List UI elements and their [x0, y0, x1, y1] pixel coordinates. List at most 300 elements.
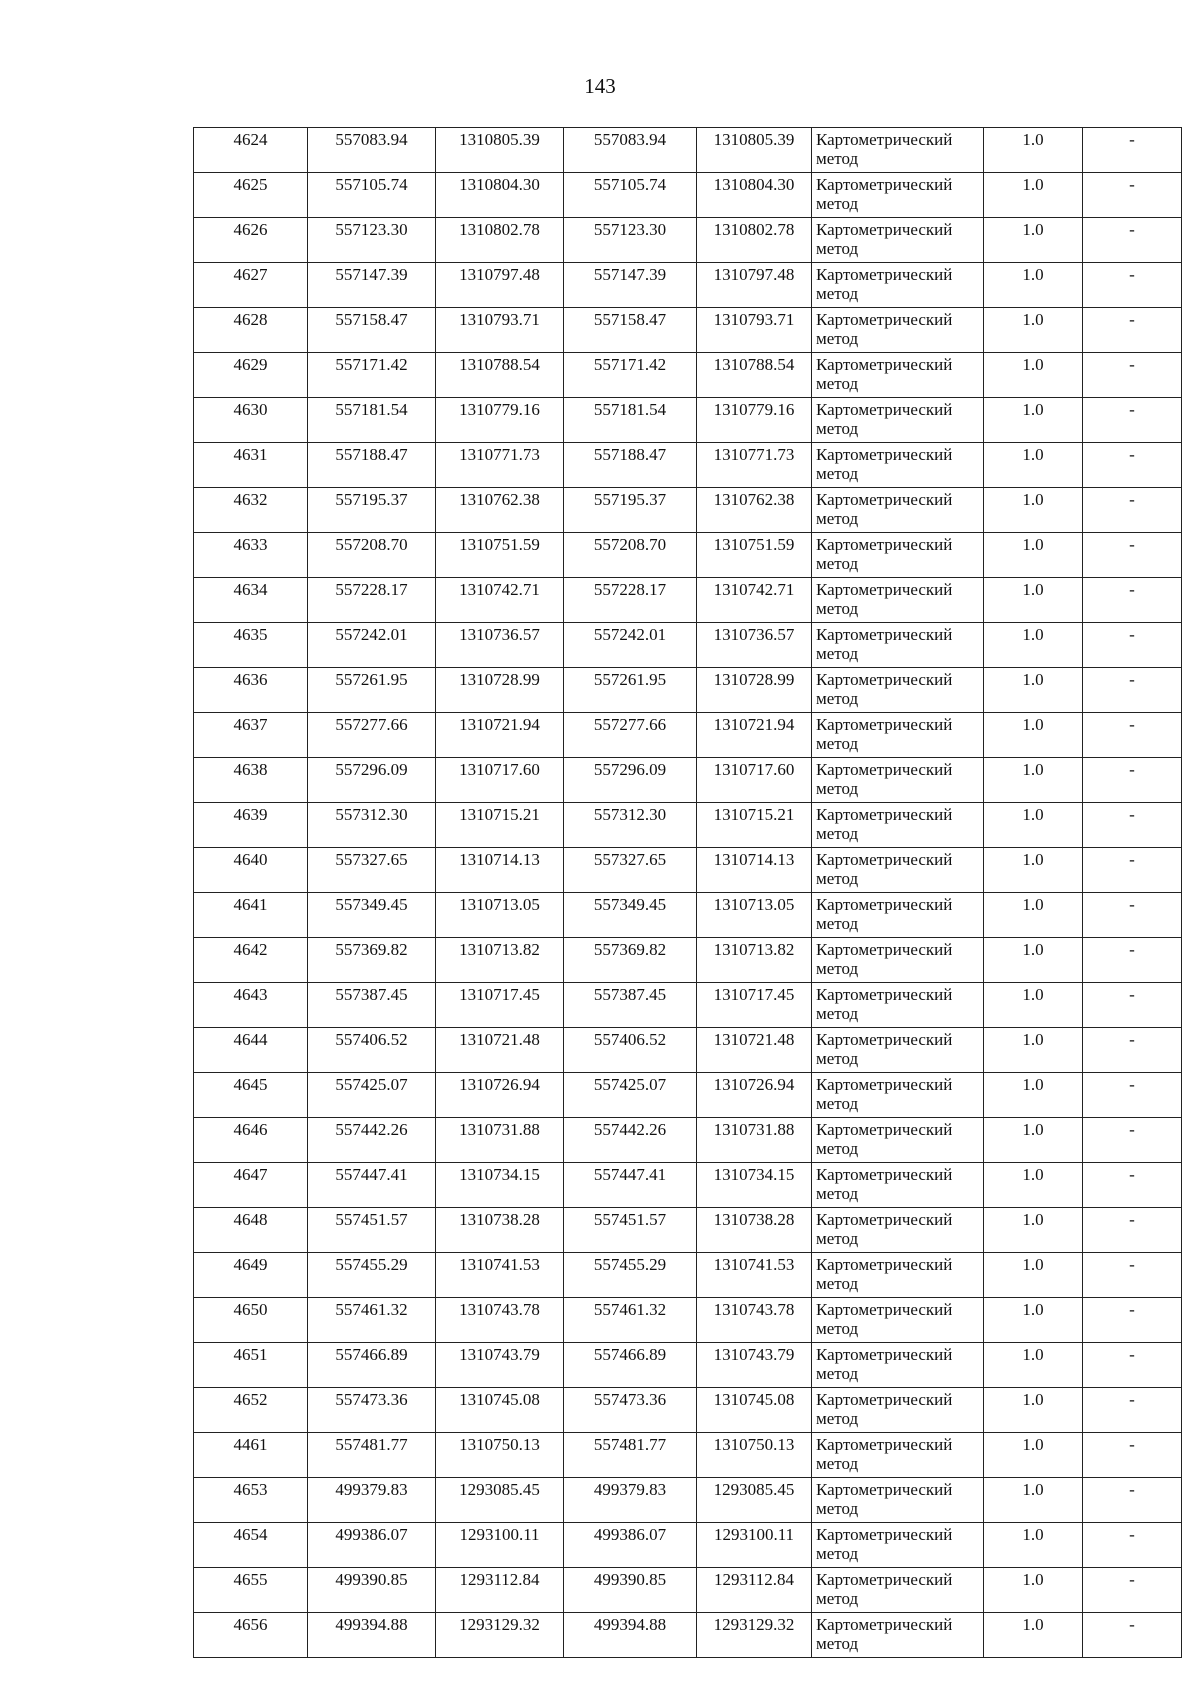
method-line-1: Картометрический — [816, 940, 953, 959]
point-number-cell: 4649 — [194, 1253, 308, 1298]
table-row — [194, 1028, 1182, 1073]
y-coordinate-cell: 1310728.99 — [697, 668, 812, 713]
method-cell — [812, 1523, 984, 1568]
note-cell: - — [1083, 263, 1182, 308]
method-line-2: метод — [816, 689, 859, 708]
method-line-2: метод — [816, 239, 859, 258]
x-coordinate-cell: 499394.88 — [564, 1613, 697, 1658]
y-coordinate-cell: 1293100.11 — [697, 1523, 812, 1568]
method-line-2: метод — [816, 149, 859, 168]
precision-cell: 1.0 — [984, 263, 1083, 308]
x-coordinate-cell: 557208.70 — [308, 533, 436, 578]
precision-cell: 1.0 — [984, 1163, 1083, 1208]
method-cell — [812, 758, 984, 803]
x-coordinate-cell: 557466.89 — [308, 1343, 436, 1388]
method-line-1: Картометрический — [816, 805, 953, 824]
method-line-1: Картометрический — [816, 1480, 953, 1499]
method-line-1: Картометрический — [816, 265, 953, 284]
method-cell — [812, 353, 984, 398]
method-cell — [812, 1253, 984, 1298]
y-coordinate-cell: 1310788.54 — [697, 353, 812, 398]
precision-cell: 1.0 — [984, 1118, 1083, 1163]
y-coordinate-cell: 1310771.73 — [697, 443, 812, 488]
method-line-1: Картометрический — [816, 715, 953, 734]
method-line-1: Картометрический — [816, 895, 953, 914]
method-cell — [812, 488, 984, 533]
method-cell — [812, 713, 984, 758]
table-row — [194, 1613, 1182, 1658]
x-coordinate-cell: 557455.29 — [308, 1253, 436, 1298]
method-line-2: метод — [816, 284, 859, 303]
x-coordinate-cell: 557277.66 — [308, 713, 436, 758]
precision-cell: 1.0 — [984, 533, 1083, 578]
table-row — [194, 1568, 1182, 1613]
table-row — [194, 173, 1182, 218]
point-number-cell: 4634 — [194, 578, 308, 623]
x-coordinate-cell: 557105.74 — [308, 173, 436, 218]
y-coordinate-cell: 1310738.28 — [436, 1208, 564, 1253]
precision-cell: 1.0 — [984, 218, 1083, 263]
note-cell: - — [1083, 353, 1182, 398]
x-coordinate-cell: 557455.29 — [564, 1253, 697, 1298]
y-coordinate-cell: 1310788.54 — [436, 353, 564, 398]
x-coordinate-cell: 499386.07 — [564, 1523, 697, 1568]
point-number-cell: 4653 — [194, 1478, 308, 1523]
y-coordinate-cell: 1293129.32 — [697, 1613, 812, 1658]
point-number-cell: 4629 — [194, 353, 308, 398]
point-number-cell: 4642 — [194, 938, 308, 983]
note-cell: - — [1083, 398, 1182, 443]
x-coordinate-cell: 557188.47 — [564, 443, 697, 488]
precision-cell: 1.0 — [984, 1028, 1083, 1073]
y-coordinate-cell: 1310745.08 — [697, 1388, 812, 1433]
table-row — [194, 1118, 1182, 1163]
x-coordinate-cell: 557105.74 — [564, 173, 697, 218]
x-coordinate-cell: 557442.26 — [564, 1118, 697, 1163]
y-coordinate-cell: 1310734.15 — [697, 1163, 812, 1208]
y-coordinate-cell: 1310717.45 — [436, 983, 564, 1028]
method-line-2: метод — [816, 824, 859, 843]
y-coordinate-cell: 1310736.57 — [697, 623, 812, 668]
x-coordinate-cell: 557123.30 — [308, 218, 436, 263]
method-line-1: Картометрический — [816, 760, 953, 779]
method-line-1: Картометрический — [816, 1120, 953, 1139]
y-coordinate-cell: 1310802.78 — [697, 218, 812, 263]
method-line-1: Картометрический — [816, 1525, 953, 1544]
note-cell: - — [1083, 443, 1182, 488]
method-line-2: метод — [816, 1274, 859, 1293]
note-cell: - — [1083, 173, 1182, 218]
method-cell — [812, 848, 984, 893]
precision-cell: 1.0 — [984, 1253, 1083, 1298]
point-number-cell: 4644 — [194, 1028, 308, 1073]
precision-cell: 1.0 — [984, 1073, 1083, 1118]
note-cell: - — [1083, 1343, 1182, 1388]
x-coordinate-cell: 557451.57 — [564, 1208, 697, 1253]
method-line-1: Картометрический — [816, 175, 953, 194]
method-line-1: Картометрический — [816, 1075, 953, 1094]
method-line-2: метод — [816, 554, 859, 573]
x-coordinate-cell: 499394.88 — [308, 1613, 436, 1658]
note-cell: - — [1083, 938, 1182, 983]
x-coordinate-cell: 557171.42 — [564, 353, 697, 398]
x-coordinate-cell: 557473.36 — [308, 1388, 436, 1433]
method-line-1: Картометрический — [816, 130, 953, 149]
x-coordinate-cell: 557242.01 — [308, 623, 436, 668]
table-row — [194, 1073, 1182, 1118]
point-number-cell: 4630 — [194, 398, 308, 443]
x-coordinate-cell: 557387.45 — [308, 983, 436, 1028]
method-cell — [812, 1568, 984, 1613]
x-coordinate-cell: 557195.37 — [564, 488, 697, 533]
precision-cell: 1.0 — [984, 353, 1083, 398]
precision-cell: 1.0 — [984, 1208, 1083, 1253]
y-coordinate-cell: 1310713.82 — [697, 938, 812, 983]
table-row — [194, 983, 1182, 1028]
x-coordinate-cell: 557188.47 — [308, 443, 436, 488]
method-cell — [812, 668, 984, 713]
method-line-2: метод — [816, 599, 859, 618]
method-line-2: метод — [816, 869, 859, 888]
note-cell: - — [1083, 848, 1182, 893]
method-line-1: Картометрический — [816, 985, 953, 1004]
y-coordinate-cell: 1310734.15 — [436, 1163, 564, 1208]
method-cell — [812, 1073, 984, 1118]
method-line-1: Картометрический — [816, 1210, 953, 1229]
point-number-cell: 4624 — [194, 128, 308, 173]
method-line-1: Картометрический — [816, 1030, 953, 1049]
method-line-2: метод — [816, 1409, 859, 1428]
method-line-2: метод — [816, 1544, 859, 1563]
y-coordinate-cell: 1310751.59 — [697, 533, 812, 578]
note-cell: - — [1083, 668, 1182, 713]
precision-cell: 1.0 — [984, 1343, 1083, 1388]
y-coordinate-cell: 1310750.13 — [697, 1433, 812, 1478]
method-cell — [812, 893, 984, 938]
precision-cell: 1.0 — [984, 1388, 1083, 1433]
x-coordinate-cell: 557327.65 — [308, 848, 436, 893]
y-coordinate-cell: 1310797.48 — [436, 263, 564, 308]
precision-cell: 1.0 — [984, 623, 1083, 668]
table-row — [194, 1163, 1182, 1208]
table-row — [194, 668, 1182, 713]
x-coordinate-cell: 557261.95 — [308, 668, 436, 713]
y-coordinate-cell: 1310717.60 — [436, 758, 564, 803]
point-number-cell: 4639 — [194, 803, 308, 848]
precision-cell: 1.0 — [984, 668, 1083, 713]
method-cell — [812, 1208, 984, 1253]
method-line-2: метод — [816, 374, 859, 393]
x-coordinate-cell: 557425.07 — [564, 1073, 697, 1118]
x-coordinate-cell: 557208.70 — [564, 533, 697, 578]
method-line-1: Картометрический — [816, 220, 953, 239]
method-line-1: Картометрический — [816, 445, 953, 464]
note-cell: - — [1083, 1433, 1182, 1478]
method-cell — [812, 263, 984, 308]
x-coordinate-cell: 499379.83 — [308, 1478, 436, 1523]
y-coordinate-cell: 1310714.13 — [436, 848, 564, 893]
point-number-cell: 4627 — [194, 263, 308, 308]
x-coordinate-cell: 557466.89 — [564, 1343, 697, 1388]
point-number-cell: 4626 — [194, 218, 308, 263]
x-coordinate-cell: 557242.01 — [564, 623, 697, 668]
x-coordinate-cell: 557228.17 — [564, 578, 697, 623]
y-coordinate-cell: 1310721.94 — [436, 713, 564, 758]
x-coordinate-cell: 557461.32 — [564, 1298, 697, 1343]
precision-cell: 1.0 — [984, 1613, 1083, 1658]
x-coordinate-cell: 557406.52 — [564, 1028, 697, 1073]
precision-cell: 1.0 — [984, 713, 1083, 758]
y-coordinate-cell: 1310741.53 — [697, 1253, 812, 1298]
point-number-cell: 4635 — [194, 623, 308, 668]
x-coordinate-cell: 557312.30 — [564, 803, 697, 848]
method-line-2: метод — [816, 1589, 859, 1608]
y-coordinate-cell: 1310751.59 — [436, 533, 564, 578]
point-number-cell: 4646 — [194, 1118, 308, 1163]
table-row — [194, 848, 1182, 893]
note-cell: - — [1083, 1253, 1182, 1298]
method-cell — [812, 803, 984, 848]
x-coordinate-cell: 557171.42 — [308, 353, 436, 398]
table-row — [194, 1343, 1182, 1388]
method-line-1: Картометрический — [816, 310, 953, 329]
table-row — [194, 938, 1182, 983]
precision-cell: 1.0 — [984, 938, 1083, 983]
precision-cell: 1.0 — [984, 128, 1083, 173]
note-cell: - — [1083, 803, 1182, 848]
table-row — [194, 1388, 1182, 1433]
note-cell: - — [1083, 1028, 1182, 1073]
note-cell: - — [1083, 1073, 1182, 1118]
x-coordinate-cell: 557369.82 — [308, 938, 436, 983]
y-coordinate-cell: 1310793.71 — [436, 308, 564, 353]
method-line-2: метод — [816, 959, 859, 978]
y-coordinate-cell: 1310741.53 — [436, 1253, 564, 1298]
point-number-cell: 4632 — [194, 488, 308, 533]
note-cell: - — [1083, 758, 1182, 803]
method-line-1: Картометрический — [816, 1615, 953, 1634]
method-line-1: Картометрический — [816, 850, 953, 869]
point-number-cell: 4643 — [194, 983, 308, 1028]
method-line-2: метод — [816, 1184, 859, 1203]
y-coordinate-cell: 1310736.57 — [436, 623, 564, 668]
x-coordinate-cell: 557181.54 — [564, 398, 697, 443]
x-coordinate-cell: 557442.26 — [308, 1118, 436, 1163]
note-cell: - — [1083, 578, 1182, 623]
y-coordinate-cell: 1293112.84 — [436, 1568, 564, 1613]
point-number-cell: 4650 — [194, 1298, 308, 1343]
note-cell: - — [1083, 983, 1182, 1028]
point-number-cell: 4633 — [194, 533, 308, 578]
table-row — [194, 488, 1182, 533]
point-number-cell: 4636 — [194, 668, 308, 713]
table-row — [194, 713, 1182, 758]
note-cell: - — [1083, 1478, 1182, 1523]
point-number-cell: 4637 — [194, 713, 308, 758]
y-coordinate-cell: 1310714.13 — [697, 848, 812, 893]
point-number-cell: 4638 — [194, 758, 308, 803]
method-line-2: метод — [816, 1364, 859, 1383]
x-coordinate-cell: 557312.30 — [308, 803, 436, 848]
y-coordinate-cell: 1310731.88 — [697, 1118, 812, 1163]
note-cell: - — [1083, 623, 1182, 668]
x-coordinate-cell: 499379.83 — [564, 1478, 697, 1523]
y-coordinate-cell: 1310762.38 — [436, 488, 564, 533]
precision-cell: 1.0 — [984, 173, 1083, 218]
x-coordinate-cell: 499390.85 — [308, 1568, 436, 1613]
x-coordinate-cell: 557181.54 — [308, 398, 436, 443]
y-coordinate-cell: 1310762.38 — [697, 488, 812, 533]
method-line-2: метод — [816, 1139, 859, 1158]
note-cell: - — [1083, 488, 1182, 533]
method-cell — [812, 938, 984, 983]
method-line-1: Картометрический — [816, 625, 953, 644]
method-cell — [812, 443, 984, 488]
y-coordinate-cell: 1310793.71 — [697, 308, 812, 353]
table-row — [194, 1433, 1182, 1478]
y-coordinate-cell: 1310805.39 — [436, 128, 564, 173]
x-coordinate-cell: 557473.36 — [564, 1388, 697, 1433]
x-coordinate-cell: 557277.66 — [564, 713, 697, 758]
note-cell: - — [1083, 1388, 1182, 1433]
x-coordinate-cell: 499390.85 — [564, 1568, 697, 1613]
precision-cell: 1.0 — [984, 893, 1083, 938]
x-coordinate-cell: 557461.32 — [308, 1298, 436, 1343]
y-coordinate-cell: 1310721.48 — [436, 1028, 564, 1073]
method-line-2: метод — [816, 644, 859, 663]
method-line-2: метод — [816, 914, 859, 933]
y-coordinate-cell: 1310743.79 — [436, 1343, 564, 1388]
x-coordinate-cell: 557349.45 — [564, 893, 697, 938]
y-coordinate-cell: 1310738.28 — [697, 1208, 812, 1253]
x-coordinate-cell: 557123.30 — [564, 218, 697, 263]
method-cell — [812, 308, 984, 353]
x-coordinate-cell: 557327.65 — [564, 848, 697, 893]
method-cell — [812, 1388, 984, 1433]
method-line-2: метод — [816, 1229, 859, 1248]
y-coordinate-cell: 1310797.48 — [697, 263, 812, 308]
x-coordinate-cell: 557451.57 — [308, 1208, 436, 1253]
note-cell: - — [1083, 1298, 1182, 1343]
table-row — [194, 128, 1182, 173]
precision-cell: 1.0 — [984, 443, 1083, 488]
precision-cell: 1.0 — [984, 983, 1083, 1028]
y-coordinate-cell: 1310779.16 — [697, 398, 812, 443]
x-coordinate-cell: 557447.41 — [564, 1163, 697, 1208]
point-number-cell: 4628 — [194, 308, 308, 353]
y-coordinate-cell: 1293085.45 — [436, 1478, 564, 1523]
point-number-cell: 4647 — [194, 1163, 308, 1208]
method-line-2: метод — [816, 1049, 859, 1068]
table-row — [194, 803, 1182, 848]
note-cell: - — [1083, 1568, 1182, 1613]
point-number-cell: 4625 — [194, 173, 308, 218]
method-line-1: Картометрический — [816, 355, 953, 374]
x-coordinate-cell: 557228.17 — [308, 578, 436, 623]
table-row — [194, 623, 1182, 668]
method-cell — [812, 1163, 984, 1208]
table-row — [194, 443, 1182, 488]
point-number-cell: 4652 — [194, 1388, 308, 1433]
point-number-cell: 4640 — [194, 848, 308, 893]
table-row — [194, 533, 1182, 578]
y-coordinate-cell: 1310743.78 — [697, 1298, 812, 1343]
precision-cell: 1.0 — [984, 1523, 1083, 1568]
method-line-1: Картометрический — [816, 1345, 953, 1364]
x-coordinate-cell: 557406.52 — [308, 1028, 436, 1073]
y-coordinate-cell: 1310742.71 — [436, 578, 564, 623]
point-number-cell: 4648 — [194, 1208, 308, 1253]
method-line-1: Картометрический — [816, 670, 953, 689]
precision-cell: 1.0 — [984, 1568, 1083, 1613]
method-line-2: метод — [816, 1004, 859, 1023]
method-cell — [812, 1118, 984, 1163]
table-row — [194, 1208, 1182, 1253]
method-cell — [812, 578, 984, 623]
precision-cell: 1.0 — [984, 578, 1083, 623]
point-number-cell: 4645 — [194, 1073, 308, 1118]
table-row — [194, 308, 1182, 353]
y-coordinate-cell: 1310713.05 — [697, 893, 812, 938]
y-coordinate-cell: 1310721.94 — [697, 713, 812, 758]
coordinates-table — [193, 127, 1182, 1658]
precision-cell: 1.0 — [984, 758, 1083, 803]
method-cell — [812, 1343, 984, 1388]
method-cell — [812, 128, 984, 173]
precision-cell: 1.0 — [984, 803, 1083, 848]
note-cell: - — [1083, 1613, 1182, 1658]
method-cell — [812, 1433, 984, 1478]
precision-cell: 1.0 — [984, 308, 1083, 353]
y-coordinate-cell: 1293100.11 — [436, 1523, 564, 1568]
x-coordinate-cell: 557369.82 — [564, 938, 697, 983]
x-coordinate-cell: 557158.47 — [564, 308, 697, 353]
table-row — [194, 1298, 1182, 1343]
table-row — [194, 1253, 1182, 1298]
method-line-2: метод — [816, 779, 859, 798]
table-row — [194, 398, 1182, 443]
table-row — [194, 893, 1182, 938]
y-coordinate-cell: 1310779.16 — [436, 398, 564, 443]
y-coordinate-cell: 1310750.13 — [436, 1433, 564, 1478]
y-coordinate-cell: 1310771.73 — [436, 443, 564, 488]
y-coordinate-cell: 1310721.48 — [697, 1028, 812, 1073]
y-coordinate-cell: 1310726.94 — [697, 1073, 812, 1118]
y-coordinate-cell: 1310731.88 — [436, 1118, 564, 1163]
precision-cell: 1.0 — [984, 1433, 1083, 1478]
x-coordinate-cell: 557296.09 — [308, 758, 436, 803]
table-row — [194, 578, 1182, 623]
y-coordinate-cell: 1310717.60 — [697, 758, 812, 803]
method-line-2: метод — [816, 1094, 859, 1113]
x-coordinate-cell: 557261.95 — [564, 668, 697, 713]
x-coordinate-cell: 557083.94 — [308, 128, 436, 173]
table-row — [194, 758, 1182, 803]
y-coordinate-cell: 1310728.99 — [436, 668, 564, 713]
y-coordinate-cell: 1310745.08 — [436, 1388, 564, 1433]
x-coordinate-cell: 557387.45 — [564, 983, 697, 1028]
method-cell — [812, 623, 984, 668]
y-coordinate-cell: 1310743.78 — [436, 1298, 564, 1343]
method-cell — [812, 983, 984, 1028]
method-line-2: метод — [816, 194, 859, 213]
method-cell — [812, 218, 984, 263]
precision-cell: 1.0 — [984, 1298, 1083, 1343]
point-number-cell: 4651 — [194, 1343, 308, 1388]
y-coordinate-cell: 1310715.21 — [697, 803, 812, 848]
y-coordinate-cell: 1293112.84 — [697, 1568, 812, 1613]
method-cell — [812, 1613, 984, 1658]
